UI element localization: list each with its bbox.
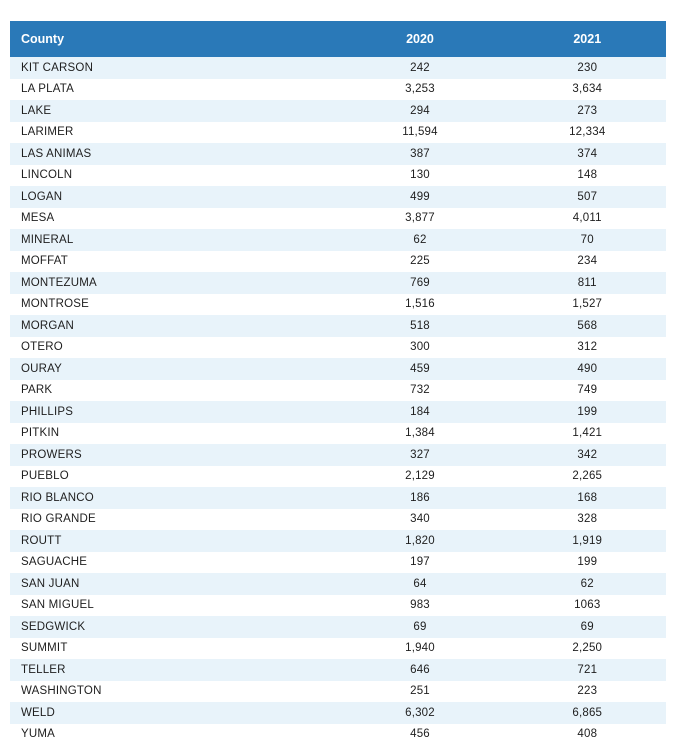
value-2021-cell: 12,334 (569, 126, 606, 139)
value-2020-cell: 3,253 (405, 83, 435, 96)
value-2020-cell: 327 (410, 448, 430, 461)
county-cell: TELLER (21, 663, 66, 676)
value-2021-cell: 3,634 (572, 83, 603, 96)
table-row (10, 251, 666, 273)
header-county: County (10, 21, 331, 57)
county-cell: RIO GRANDE (21, 513, 96, 526)
county-cell: SAN JUAN (21, 577, 80, 590)
value-2020-cell: 186 (410, 491, 430, 504)
table-row (10, 165, 666, 187)
value-2020-cell: 242 (410, 61, 430, 74)
value-2020-cell: 459 (410, 362, 430, 375)
table-header (10, 21, 666, 57)
value-2021-cell: 223 (577, 685, 598, 698)
value-2020-cell: 1,940 (405, 642, 435, 655)
value-2020-cell: 1,384 (405, 427, 435, 440)
table-row (10, 444, 666, 466)
value-2021-cell: 811 (577, 276, 597, 289)
value-2020-cell: 1,820 (405, 534, 435, 547)
county-cell: MOFFAT (21, 255, 68, 268)
value-2020-cell: 340 (410, 513, 430, 526)
value-2020-cell: 11,594 (402, 126, 438, 139)
value-2021-cell: 507 (577, 190, 598, 203)
value-2021-cell: 490 (577, 362, 598, 375)
table-row (10, 423, 666, 445)
value-2021-cell: 4,011 (572, 212, 602, 225)
county-data-table-container (10, 21, 666, 745)
value-2021-cell: 6,865 (572, 706, 603, 719)
header-2020: 2020 (331, 21, 508, 57)
county-cell: SUMMIT (21, 642, 68, 655)
value-2020-cell: 294 (410, 104, 430, 117)
county-cell: SEDGWICK (21, 620, 86, 633)
county-cell: MESA (21, 212, 55, 225)
table-row (10, 638, 666, 660)
value-2020-cell: 769 (410, 276, 430, 289)
table-row (10, 487, 666, 509)
value-2020-cell: 499 (410, 190, 430, 203)
county-cell: LAS ANIMAS (21, 147, 92, 160)
value-2021-cell: 168 (577, 491, 598, 504)
county-cell: SAGUACHE (21, 556, 88, 569)
value-2020-cell: 64 (413, 577, 427, 590)
county-cell: ROUTT (21, 534, 62, 547)
header-row (10, 21, 666, 57)
value-2020-cell: 518 (410, 319, 430, 332)
table-row (10, 681, 666, 703)
value-2021-cell: 2,250 (572, 642, 603, 655)
table-row (10, 530, 666, 552)
county-cell: WELD (21, 706, 56, 719)
county-cell: YUMA (21, 728, 56, 741)
table-row (10, 57, 666, 79)
value-2021-cell: 408 (577, 728, 598, 741)
table-row (10, 659, 666, 681)
county-cell: LOGAN (21, 190, 63, 203)
value-2021-cell: 148 (577, 169, 598, 182)
county-cell: LAKE (21, 104, 52, 117)
table-row (10, 380, 666, 402)
county-cell: SAN MIGUEL (21, 599, 94, 612)
value-2020-cell: 197 (410, 556, 430, 569)
value-2020-cell: 225 (410, 255, 430, 268)
table-row (10, 724, 666, 746)
value-2021-cell: 234 (577, 255, 598, 268)
value-2021-cell: 70 (580, 233, 594, 246)
value-2020-cell: 387 (410, 147, 430, 160)
table-row (10, 315, 666, 337)
value-2021-cell: 342 (577, 448, 598, 461)
table-row (10, 100, 666, 122)
county-cell: LARIMER (21, 126, 74, 139)
table-row (10, 466, 666, 488)
table-row (10, 358, 666, 380)
county-cell: MINERAL (21, 233, 74, 246)
value-2021-cell: 1,421 (572, 427, 603, 440)
value-2020-cell: 130 (410, 169, 430, 182)
county-cell: OTERO (21, 341, 63, 354)
value-2021-cell: 62 (580, 577, 594, 590)
value-2021-cell: 199 (577, 405, 598, 418)
value-2021-cell: 568 (577, 319, 598, 332)
table-row (10, 401, 666, 423)
table-row (10, 509, 666, 531)
county-cell: MONTEZUMA (21, 276, 97, 289)
value-2020-cell: 251 (410, 685, 430, 698)
value-2020-cell: 62 (413, 233, 427, 246)
table-row (10, 337, 666, 359)
value-2020-cell: 69 (413, 620, 427, 633)
value-2021-cell: 69 (580, 620, 594, 633)
table-row (10, 122, 666, 144)
county-cell: PITKIN (21, 427, 60, 440)
value-2021-cell: 273 (577, 104, 598, 117)
value-2020-cell: 2,129 (405, 470, 435, 483)
table-row (10, 272, 666, 294)
table-row (10, 143, 666, 165)
value-2020-cell: 732 (410, 384, 430, 397)
value-2021-cell: 199 (577, 556, 598, 569)
table-row (10, 595, 666, 617)
county-cell: KIT CARSON (21, 61, 94, 74)
table-body (10, 57, 666, 745)
county-cell: MORGAN (21, 319, 74, 332)
county-cell: OURAY (21, 362, 63, 375)
value-2020-cell: 983 (410, 599, 430, 612)
table-row (10, 573, 666, 595)
county-cell: LA PLATA (21, 83, 74, 96)
value-2021-cell: 2,265 (572, 470, 603, 483)
county-cell: WASHINGTON (21, 685, 102, 698)
table-row (10, 294, 666, 316)
county-cell: LINCOLN (21, 169, 73, 182)
county-data-table (10, 21, 666, 745)
value-2021-cell: 374 (577, 147, 598, 160)
value-2021-cell: 1,919 (572, 534, 603, 547)
value-2020-cell: 1,516 (405, 298, 435, 311)
value-2020-cell: 3,877 (405, 212, 435, 225)
value-2020-cell: 646 (410, 663, 430, 676)
value-2020-cell: 6,302 (405, 706, 435, 719)
value-2021-cell: 1063 (574, 599, 601, 612)
county-cell: PARK (21, 384, 53, 397)
table-row (10, 702, 666, 724)
value-2020-cell: 300 (410, 341, 430, 354)
value-2021-cell: 721 (577, 663, 598, 676)
county-cell: MONTROSE (21, 298, 90, 311)
value-2020-cell: 184 (410, 405, 430, 418)
table-row (10, 552, 666, 574)
value-2020-cell: 456 (410, 728, 430, 741)
value-2021-cell: 1,527 (572, 298, 603, 311)
value-2021-cell: 312 (577, 341, 598, 354)
table-row (10, 616, 666, 638)
county-cell: PHILLIPS (21, 405, 74, 418)
table-row (10, 79, 666, 101)
county-cell: RIO BLANCO (21, 491, 94, 504)
value-2021-cell: 328 (577, 513, 598, 526)
value-2021-cell: 230 (577, 61, 598, 74)
county-cell: PROWERS (21, 448, 82, 461)
value-2021-cell: 749 (577, 384, 598, 397)
table-row (10, 186, 666, 208)
table-row (10, 229, 666, 251)
table-row (10, 208, 666, 230)
header-2021: 2021 (509, 21, 666, 57)
county-cell: PUEBLO (21, 470, 69, 483)
